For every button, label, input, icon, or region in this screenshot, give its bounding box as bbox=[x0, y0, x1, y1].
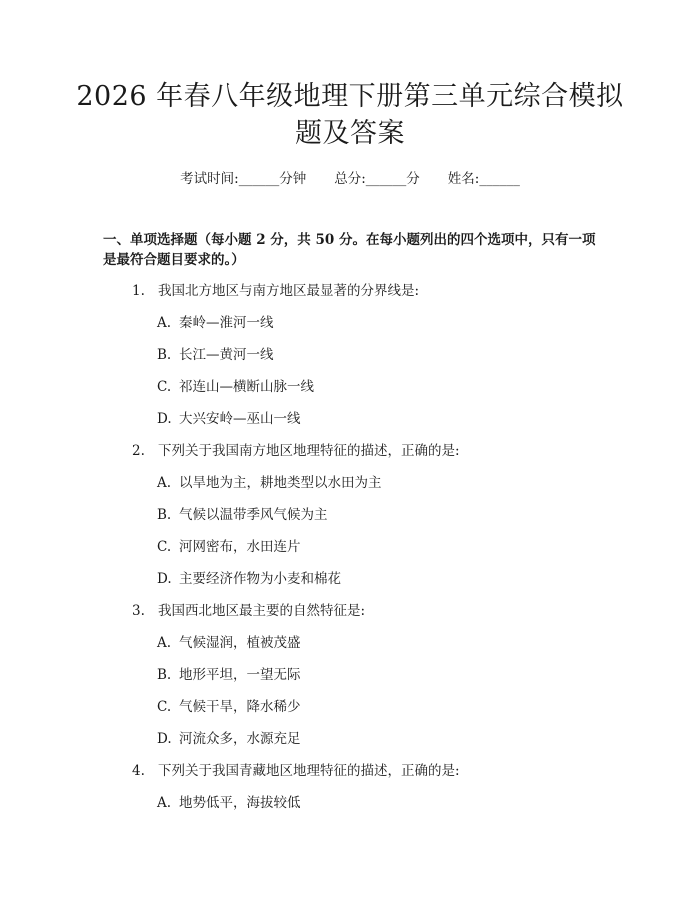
option-letter: B. bbox=[157, 347, 172, 363]
option-3c bbox=[157, 698, 301, 716]
name-blank: ______ bbox=[479, 171, 520, 187]
option-text: 河网密布，水田连片 bbox=[179, 539, 301, 555]
option-3b bbox=[157, 666, 301, 684]
question-text: 下列关于我国青藏地区地理特征的描述，正确的是: bbox=[158, 763, 460, 779]
option-text: 长江—黄河一线 bbox=[179, 347, 274, 363]
option-3d bbox=[157, 730, 301, 748]
time-unit: 分钟 bbox=[279, 171, 307, 187]
question-4 bbox=[132, 762, 460, 780]
name-label: 姓名: bbox=[447, 171, 480, 187]
option-text: 地形平坦，一望无际 bbox=[179, 667, 301, 683]
option-letter: B. bbox=[157, 507, 172, 523]
question-text: 我国西北地区最主要的自然特征是: bbox=[158, 603, 366, 619]
question-number: 1. bbox=[132, 283, 145, 299]
exam-info-line bbox=[0, 170, 700, 188]
title-line-2: 题及答案 bbox=[295, 118, 405, 149]
option-1c bbox=[157, 378, 314, 396]
option-letter: C. bbox=[157, 379, 172, 395]
option-1b bbox=[157, 346, 274, 364]
question-text: 下列关于我国南方地区地理特征的描述，正确的是: bbox=[158, 443, 460, 459]
option-letter: C. bbox=[157, 539, 172, 555]
option-3a bbox=[157, 634, 301, 652]
question-number: 4. bbox=[132, 763, 145, 779]
option-2d bbox=[157, 570, 341, 588]
option-letter: D. bbox=[157, 731, 172, 747]
question-2 bbox=[132, 442, 460, 460]
option-text: 河流众多，水源充足 bbox=[179, 731, 301, 747]
option-letter: A. bbox=[157, 475, 172, 491]
score-blank: ______ bbox=[365, 171, 407, 187]
option-letter: D. bbox=[157, 571, 172, 587]
option-2b bbox=[157, 506, 328, 524]
option-letter: A. bbox=[157, 635, 172, 651]
question-number: 2. bbox=[132, 443, 145, 459]
option-text: 气候湿润，植被茂盛 bbox=[179, 635, 301, 651]
option-text: 以旱地为主，耕地类型以水田为主 bbox=[179, 475, 382, 491]
option-1d bbox=[157, 410, 301, 428]
score-label: 总分: bbox=[334, 171, 366, 187]
question-text: 我国北方地区与南方地区最显著的分界线是: bbox=[158, 283, 420, 299]
option-2c bbox=[157, 538, 301, 556]
option-text: 地势低平，海拔较低 bbox=[179, 795, 301, 811]
score-unit: 分 bbox=[406, 171, 420, 187]
option-text: 气候以温带季风气候为主 bbox=[179, 507, 328, 523]
time-blank: ______ bbox=[238, 171, 280, 187]
question-3 bbox=[132, 602, 365, 620]
option-1a bbox=[157, 314, 274, 332]
question-number: 3. bbox=[132, 603, 145, 619]
option-letter: A. bbox=[157, 795, 172, 811]
option-letter: C. bbox=[157, 699, 172, 715]
option-letter: B. bbox=[157, 667, 172, 683]
option-letter: D. bbox=[157, 411, 172, 427]
option-text: 气候干旱，降水稀少 bbox=[179, 699, 301, 715]
time-label: 考试时间: bbox=[180, 171, 239, 187]
option-text: 大兴安岭—巫山一线 bbox=[179, 411, 301, 427]
option-letter: A. bbox=[157, 315, 172, 331]
title-line-1: 2026 年春八年级地理下册第三单元综合模拟 bbox=[76, 81, 624, 112]
question-1 bbox=[132, 282, 419, 300]
option-text: 祁连山—横断山脉一线 bbox=[179, 379, 314, 395]
option-text: 主要经济作物为小麦和棉花 bbox=[179, 571, 341, 587]
option-2a bbox=[157, 474, 382, 492]
section-heading: 一、单项选择题（每小题 2 分，共 50 分。在每小题列出的四个选项中，只有一项是最符合题目要求的。） bbox=[103, 232, 596, 268]
document-title bbox=[60, 78, 640, 152]
option-4a bbox=[157, 794, 301, 812]
option-text: 秦岭—淮河一线 bbox=[179, 315, 274, 331]
